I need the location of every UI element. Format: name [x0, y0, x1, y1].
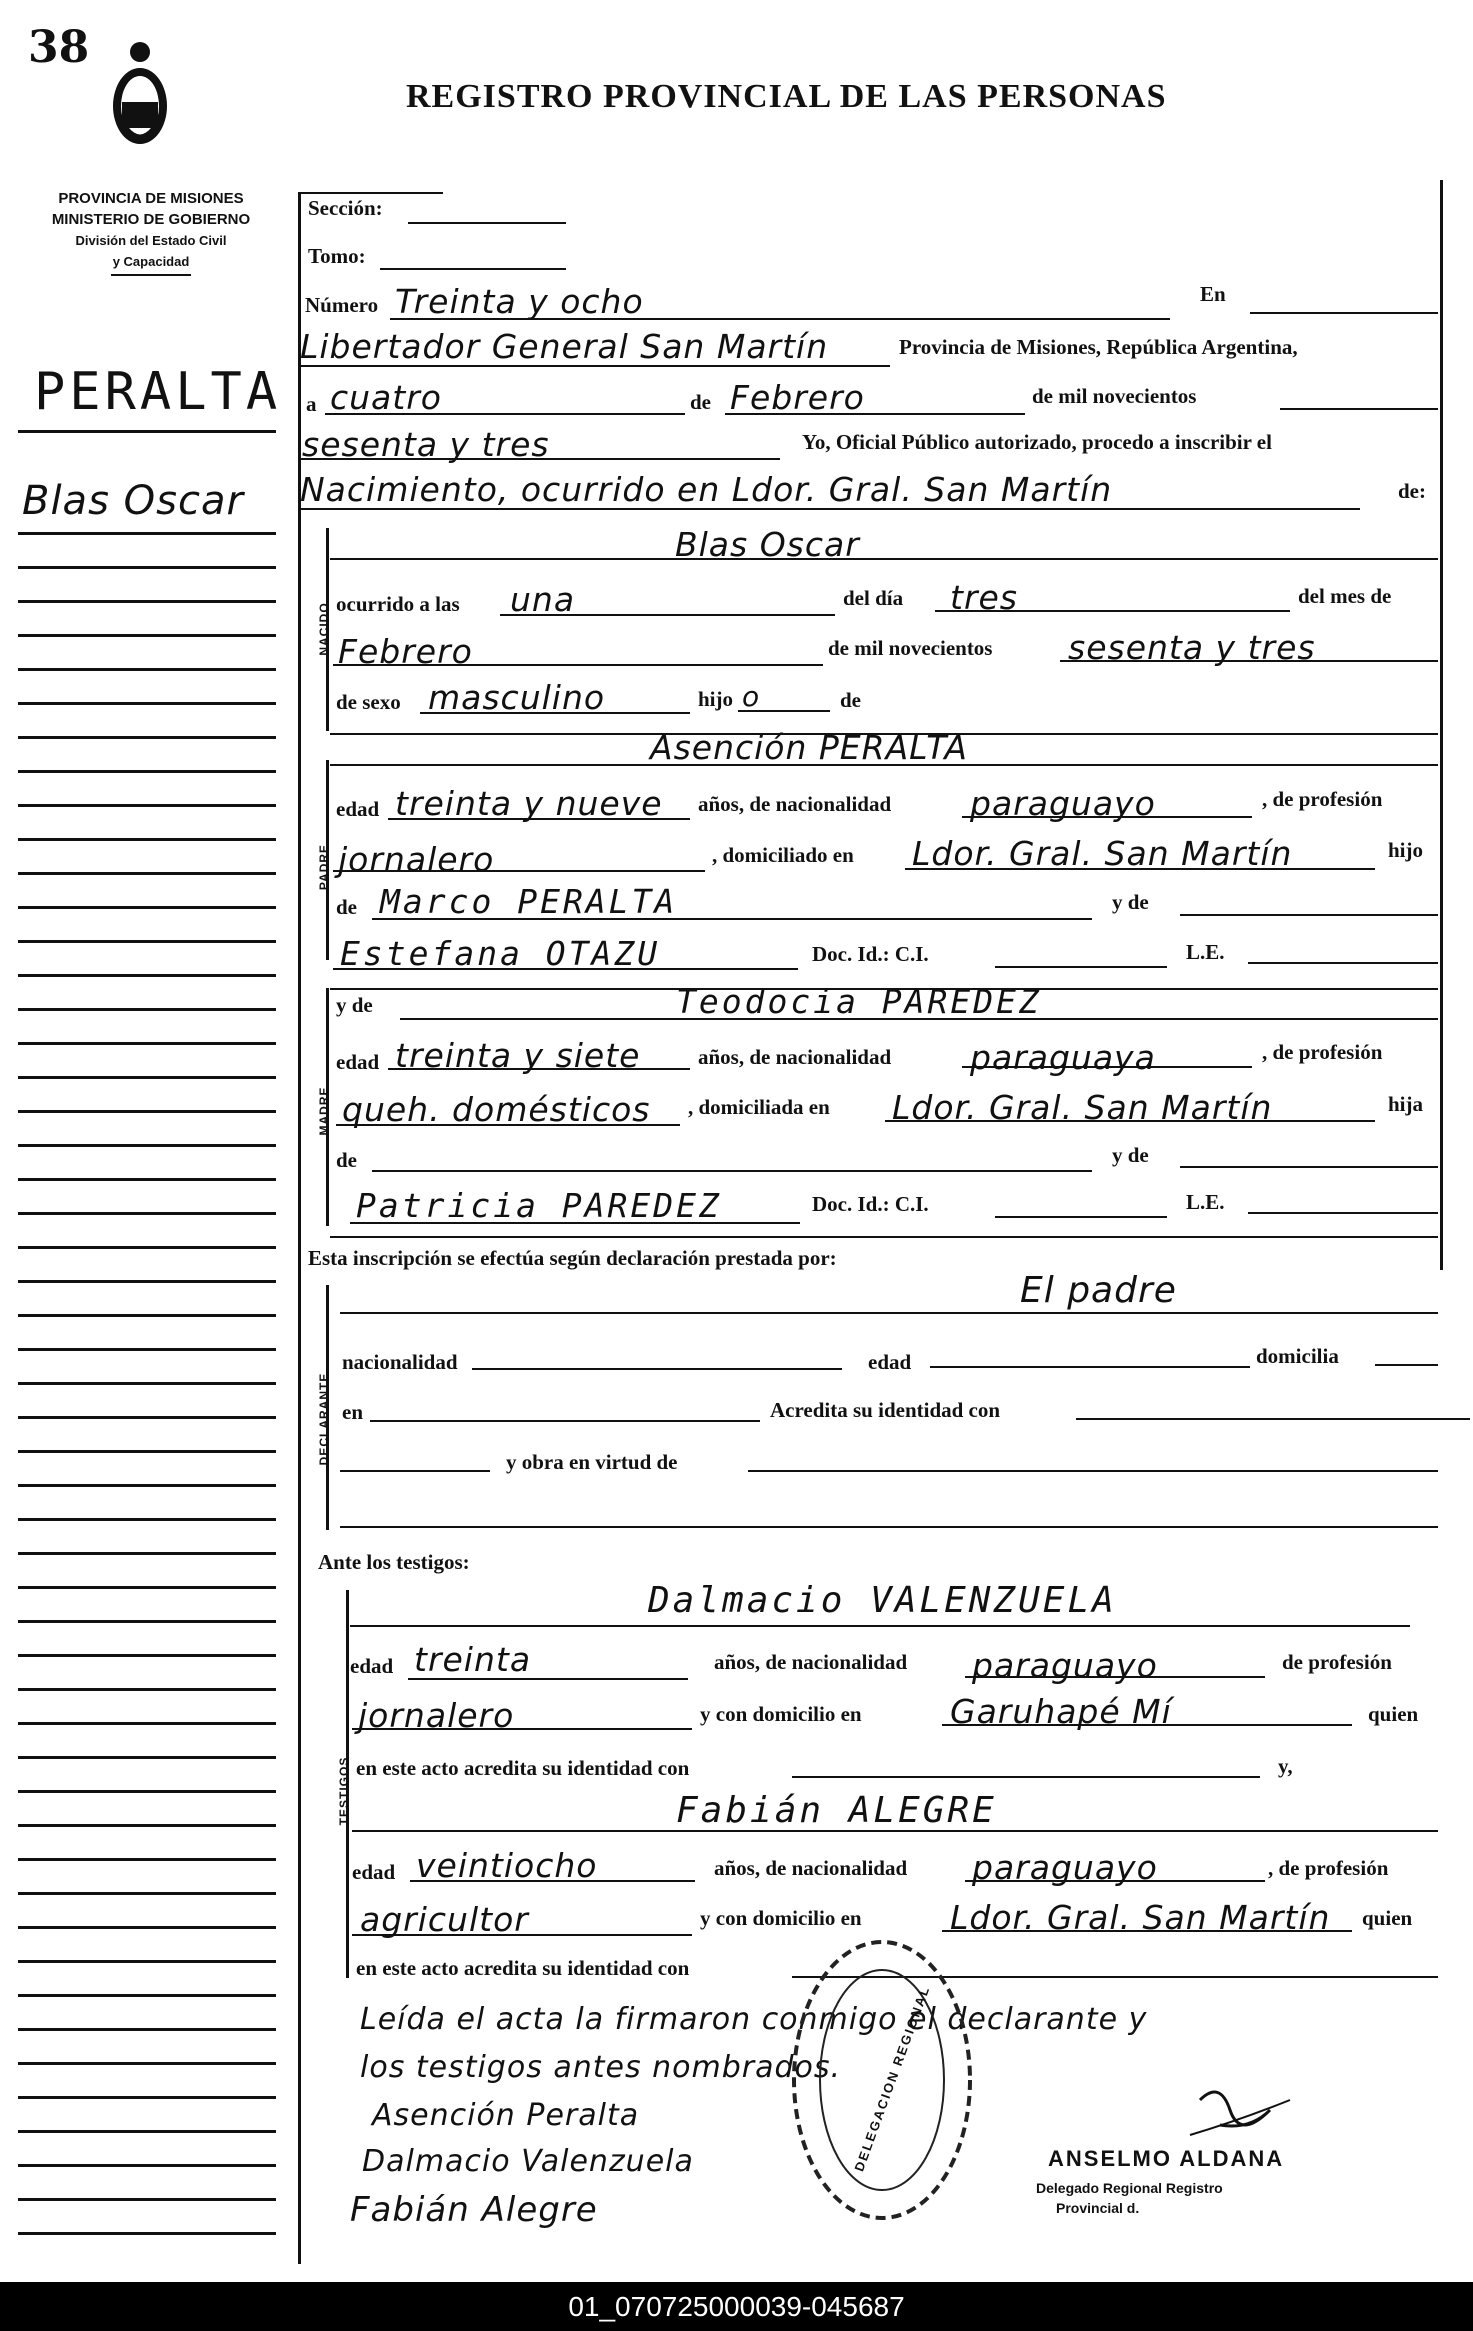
madre-y-de-label-2: y de [1112, 1143, 1149, 1167]
numero-label: Número [305, 293, 379, 317]
document-title: REGISTRO PROVINCIAL DE LAS PERSONAS [406, 78, 1167, 115]
madre-madre-value: Patricia PAREDEZ [356, 1186, 722, 1225]
declarante-acredita-label: Acredita su identidad con [770, 1398, 1001, 1422]
de-mil-novecientos-label: de mil novecientos [1032, 384, 1197, 408]
acto-value: Nacimiento, ocurrido en Ldor. Gral. San Martín [300, 470, 1113, 509]
yo-oficial-label: Yo, Oficial Público autorizado, procedo a inscribir el [802, 430, 1272, 454]
padre-nombre-value: Asención PERALTA [650, 728, 968, 767]
declarante-value: El padre [1020, 1270, 1177, 1311]
padre-de-label: de [336, 895, 357, 919]
testigo2-nombre-value: Fabián ALEGRE [676, 1790, 997, 1831]
sexo-label: de sexo [336, 690, 401, 714]
testigo1-quien-label: quien [1368, 1702, 1419, 1726]
declarante-obra-label: y obra en virtud de [506, 1450, 678, 1474]
hijo-o-value: o [742, 680, 761, 713]
en-label: En [1200, 282, 1226, 306]
padre-edad-value: treinta y nueve [395, 784, 663, 823]
madre-doc-label: Doc. Id.: C.I. [812, 1192, 929, 1216]
official-title-1: Delegado Regional Registro [1036, 2180, 1223, 2196]
padre-padre-value: Marco PERALTA [380, 882, 678, 921]
page-number: 38 [28, 22, 90, 73]
numero-value: Treinta y ocho [395, 282, 644, 321]
testigo2-quien-label: quien [1362, 1906, 1413, 1930]
declarante-tag: DECLARANTE [317, 1372, 331, 1466]
coat-of-arms-icon [105, 40, 175, 152]
madre-edad-value: treinta y siete [395, 1036, 641, 1075]
nacido-tag: NACIDO [317, 602, 331, 656]
padre-hijo-label: hijo [1388, 838, 1424, 862]
padre-madre-value: Estefana OTAZU [340, 934, 661, 973]
official-seal-icon [782, 1930, 982, 2230]
testigo2-profesion-label: , de profesión [1268, 1856, 1389, 1880]
sidebar-surname: PERALTA [34, 362, 282, 422]
madre-hija-label: hija [1388, 1092, 1424, 1116]
official-signature-icon [1180, 2080, 1300, 2140]
testigo1-edad-value: treinta [414, 1640, 532, 1679]
mes-inscripcion-value: Febrero [730, 378, 865, 417]
ante-testigos-label: Ante los testigos: [318, 1550, 470, 1574]
declarante-domicilia-label: domicilia [1256, 1344, 1339, 1368]
footer-code: 01_070725000039-045687 [568, 2291, 905, 2322]
seccion-label: Sección: [308, 196, 383, 220]
testigo1-edad-label: edad [350, 1654, 394, 1678]
sidebar-given-names: Blas Oscar [22, 478, 244, 524]
padre-profesion-label: , de profesión [1262, 787, 1383, 811]
testigo1-domicilio-label: y con domicilio en [700, 1702, 862, 1726]
padre-y-de-label: y de [1112, 890, 1149, 914]
dia-inscripcion-value: cuatro [330, 378, 442, 417]
lugar-value: Libertador General San Martín [300, 327, 829, 366]
ministry-name: MINISTERIO DE GOBIERNO [51, 211, 251, 228]
stamp-text: DELEGACION REGIONAL [851, 1983, 933, 2174]
madre-profesion-label: , de profesión [1262, 1040, 1383, 1064]
tomo-label: Tomo: [308, 244, 366, 268]
padre-anos-label: años, de nacionalidad [698, 792, 892, 816]
ocurrido-label: ocurrido a las [336, 592, 460, 616]
de-label-1: de [690, 390, 711, 414]
testigo2-nacionalidad-value: paraguayo [972, 1848, 1158, 1887]
province-name: PROVINCIA DE MISIONES [58, 190, 244, 207]
madre-nombre-value: Teodocia PAREDEZ [676, 982, 1042, 1021]
dia-nacimiento-value: tres [950, 578, 1019, 617]
testigo1-profesion-label: de profesión [1282, 1650, 1392, 1674]
padre-le-label: L.E. [1186, 940, 1225, 964]
testigo2-profesion-value: agricultor [360, 1900, 529, 1939]
province-heading [20, 188, 282, 276]
firma-testigo-1: Dalmacio Valenzuela [362, 2144, 694, 2179]
madre-domiciliada-label: , domiciliada en [688, 1095, 830, 1119]
testigo2-edad-value: veintiocho [416, 1846, 598, 1885]
padre-profesion-value: jornalero [338, 840, 495, 879]
sexo-value: masculino [428, 678, 606, 717]
madre-nacionalidad-value: paraguaya [970, 1038, 1156, 1077]
padre-domiciliado-label: , domiciliado en [712, 843, 854, 867]
anio-nacimiento-value: sesenta y tres [1068, 628, 1316, 667]
anio-value: sesenta y tres [302, 425, 550, 464]
testigo1-nombre-value: Dalmacio VALENZUELA [648, 1580, 1117, 1621]
cierre-linea-1: Leída el acta la firmaron conmigo el declarante y [360, 2002, 1148, 2037]
testigo2-domicilio-label: y con domicilio en [700, 1906, 862, 1930]
madre-anos-label: años, de nacionalidad [698, 1045, 892, 1069]
a-label: a [306, 392, 317, 416]
firma-testigo-2: Fabián Alegre [350, 2190, 598, 2230]
declarante-en-label: en [342, 1400, 363, 1424]
madre-domicilio-value: Ldor. Gral. San Martín [892, 1088, 1273, 1127]
testigo2-anos-label: años, de nacionalidad [714, 1856, 908, 1880]
padre-nacionalidad-value: paraguayo [970, 784, 1156, 823]
del-dia-label: del día [843, 586, 904, 610]
del-mes-label: del mes de [1298, 584, 1392, 608]
padre-domicilio-value: Ldor. Gral. San Martín [912, 834, 1293, 873]
cierre-linea-2: los testigos antes nombrados. [360, 2050, 842, 2085]
nacido-nombre-value: Blas Oscar [675, 525, 860, 564]
firma-declarante: Asención Peralta [372, 2098, 640, 2133]
testigo2-domicilio-value: Ldor. Gral. San Martín [950, 1898, 1331, 1937]
testigo1-nacionalidad-value: paraguayo [972, 1646, 1158, 1685]
testigos-tag: TESTIGOS [337, 1756, 351, 1826]
hijo-label: hijo [698, 687, 734, 711]
madre-le-label: L.E. [1186, 1190, 1225, 1214]
testigo1-profesion-value: jornalero [358, 1696, 515, 1735]
madre-edad-label: edad [336, 1050, 380, 1074]
de-colon-label: de: [1398, 479, 1426, 503]
testigo2-edad-label: edad [352, 1860, 396, 1884]
testigo1-domicilio-value: Garuhapé Mí [950, 1692, 1172, 1731]
testigo2-este-acto-label: en este acto acredita su identidad con [356, 1956, 690, 1980]
official-name: ANSELMO ALDANA [1048, 2146, 1285, 2171]
madre-profesion-value: queh. domésticos [342, 1090, 651, 1129]
declarante-edad-label: edad [868, 1350, 912, 1374]
de-label-hijo: de [840, 688, 861, 712]
division-line-2: y Capacidad [112, 254, 190, 269]
testigo1-anos-label: años, de nacionalidad [714, 1650, 908, 1674]
padre-doc-label: Doc. Id.: C.I. [812, 942, 929, 966]
padre-tag: PADRE [317, 843, 331, 891]
testigo1-y-label: y, [1278, 1754, 1293, 1778]
testigo1-este-acto-label: en este acto acredita su identidad con [356, 1756, 690, 1780]
mes-nacimiento-value: Febrero [338, 632, 473, 671]
padre-edad-label: edad [336, 797, 380, 821]
footer-bar [0, 2282, 1473, 2331]
de-mil-label-2: de mil novecientos [828, 636, 993, 660]
declarante-nacionalidad-label: nacionalidad [342, 1350, 458, 1374]
hora-value: una [510, 580, 576, 619]
inscripcion-label: Esta inscripción se efectúa según declaración prestada por: [308, 1246, 837, 1270]
provincia-label: Provincia de Misiones, República Argentina, [899, 335, 1298, 359]
official-title-2: Provincial d. [1056, 2200, 1140, 2216]
division-line-1: División del Estado Civil [75, 233, 227, 248]
madre-tag: MADRE [317, 1086, 331, 1136]
madre-de-label: de [336, 1148, 357, 1172]
madre-y-de-label: y de [336, 993, 373, 1017]
